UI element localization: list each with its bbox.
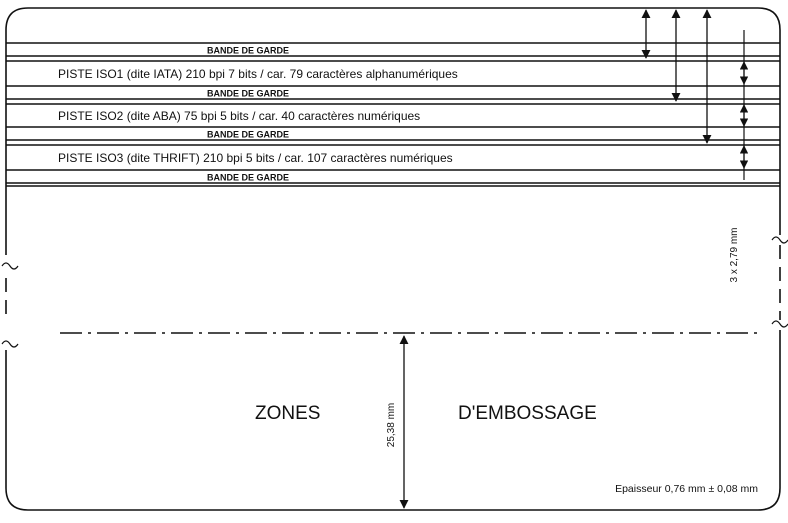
cut-mark-left-top: [2, 263, 18, 269]
cut-mark-right-top: [772, 237, 788, 243]
embossing-zone-label-2: D'EMBOSSAGE: [458, 403, 597, 424]
track-iso3-label: PISTE ISO3 (dite THRIFT) 210 bpi 5 bits / car. 107 caractères numériques: [58, 151, 453, 165]
embossing-height-dim-label: 25,38 mm: [386, 402, 397, 448]
guard-band-label-2: BANDE DE GARDE: [206, 88, 290, 99]
track-width-dim-label: 3 x 2,79 mm: [729, 227, 740, 283]
track-position-arrows: [646, 10, 707, 143]
guard-band-label-4: BANDE DE GARDE: [206, 172, 290, 183]
guard-band-label-1: BANDE DE GARDE: [206, 45, 290, 56]
cut-mark-left-bottom: [2, 341, 18, 347]
embossing-zone-label-1: ZONES: [255, 403, 321, 424]
card-outline: [6, 8, 780, 255]
thickness-note: Epaisseur 0,76 mm ± 0,08 mm: [615, 483, 758, 495]
cut-mark-right-bottom: [772, 321, 788, 327]
track-iso2-label: PISTE ISO2 (dite ABA) 75 bpi 5 bits / car. 40 caractères numériques: [58, 109, 421, 123]
track-iso1-label: PISTE ISO1 (dite IATA) 210 bpi 7 bits / car. 79 caractères alphanumériques: [58, 67, 458, 81]
guard-band-label-3: BANDE DE GARDE: [206, 129, 290, 140]
